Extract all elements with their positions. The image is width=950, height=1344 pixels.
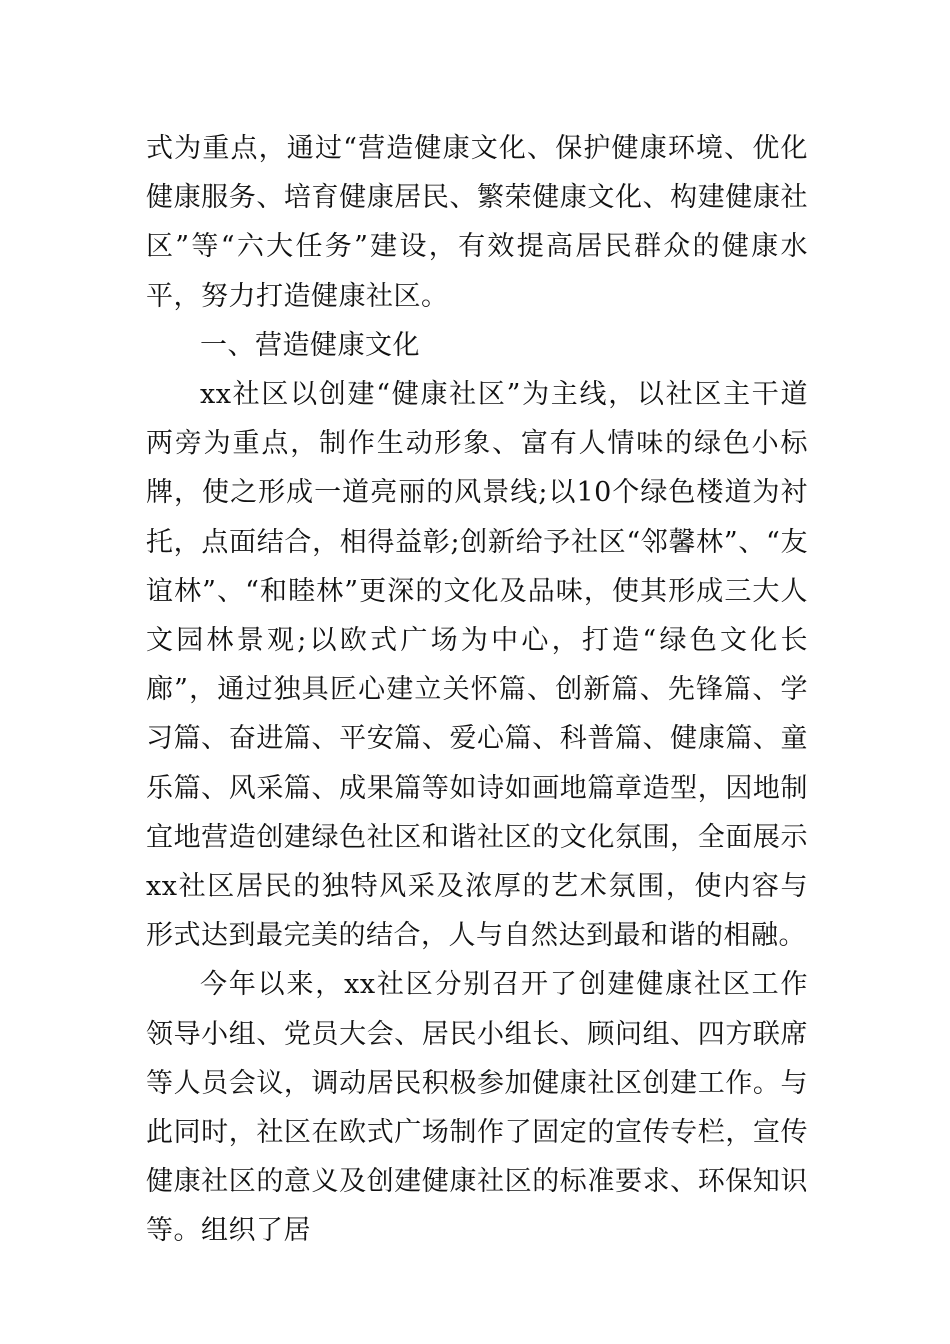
paragraph-meetings: 今年以来，xx社区分别召开了创建健康社区工作领导小组、党员大会、居民小组长、顾问组、四方联席等人员会议，调动居民积极参加健康社区创建工作。与此同时，社区在欧式广场制作了固定的宣传专栏，宣传健康社区的意义及创建健康社区的标准要求、环保知识等。组织了居 (146, 969, 808, 1247)
document-body (146, 124, 808, 1256)
section-heading: 一、营造健康文化 (200, 329, 420, 361)
paragraph-culture: xx社区以创建“健康社区”为主线，以社区主干道两旁为重点，制作生动形象、富有人情味的绿色小标牌，使之形成一道亮丽的风景线;以10个绿色楼道为衬托，点面结合，相得益彰;创新给予社区“邻馨林”、“友谊林”、“和睦林”更深的文化及品味，使其形成三大人文园林景观;以欧式广场为中心，打造“绿色文化长廊”，通过独具匠心建立关怀篇、创新篇、先锋篇、学习篇、奋进篇、平安篇、爱心篇、科普篇、健康篇、童乐篇、风采篇、成果篇等如诗如画地篇章造型，因地制宜地营造创建绿色社区和谐社区的文化氛围，全面展示xx社区居民的独特风采及浓厚的艺术氛围，使内容与形式达到最完美的结合，人与自然达到最和谐的相融。 (146, 379, 808, 952)
paragraph-continuation: 式为重点，通过“营造健康文化、保护健康环境、优化健康服务、培育健康居民、繁荣健康文化、构建健康社区”等“六大任务”建设，有效提高居民群众的健康水平，努力打造健康社区。 (146, 133, 808, 312)
